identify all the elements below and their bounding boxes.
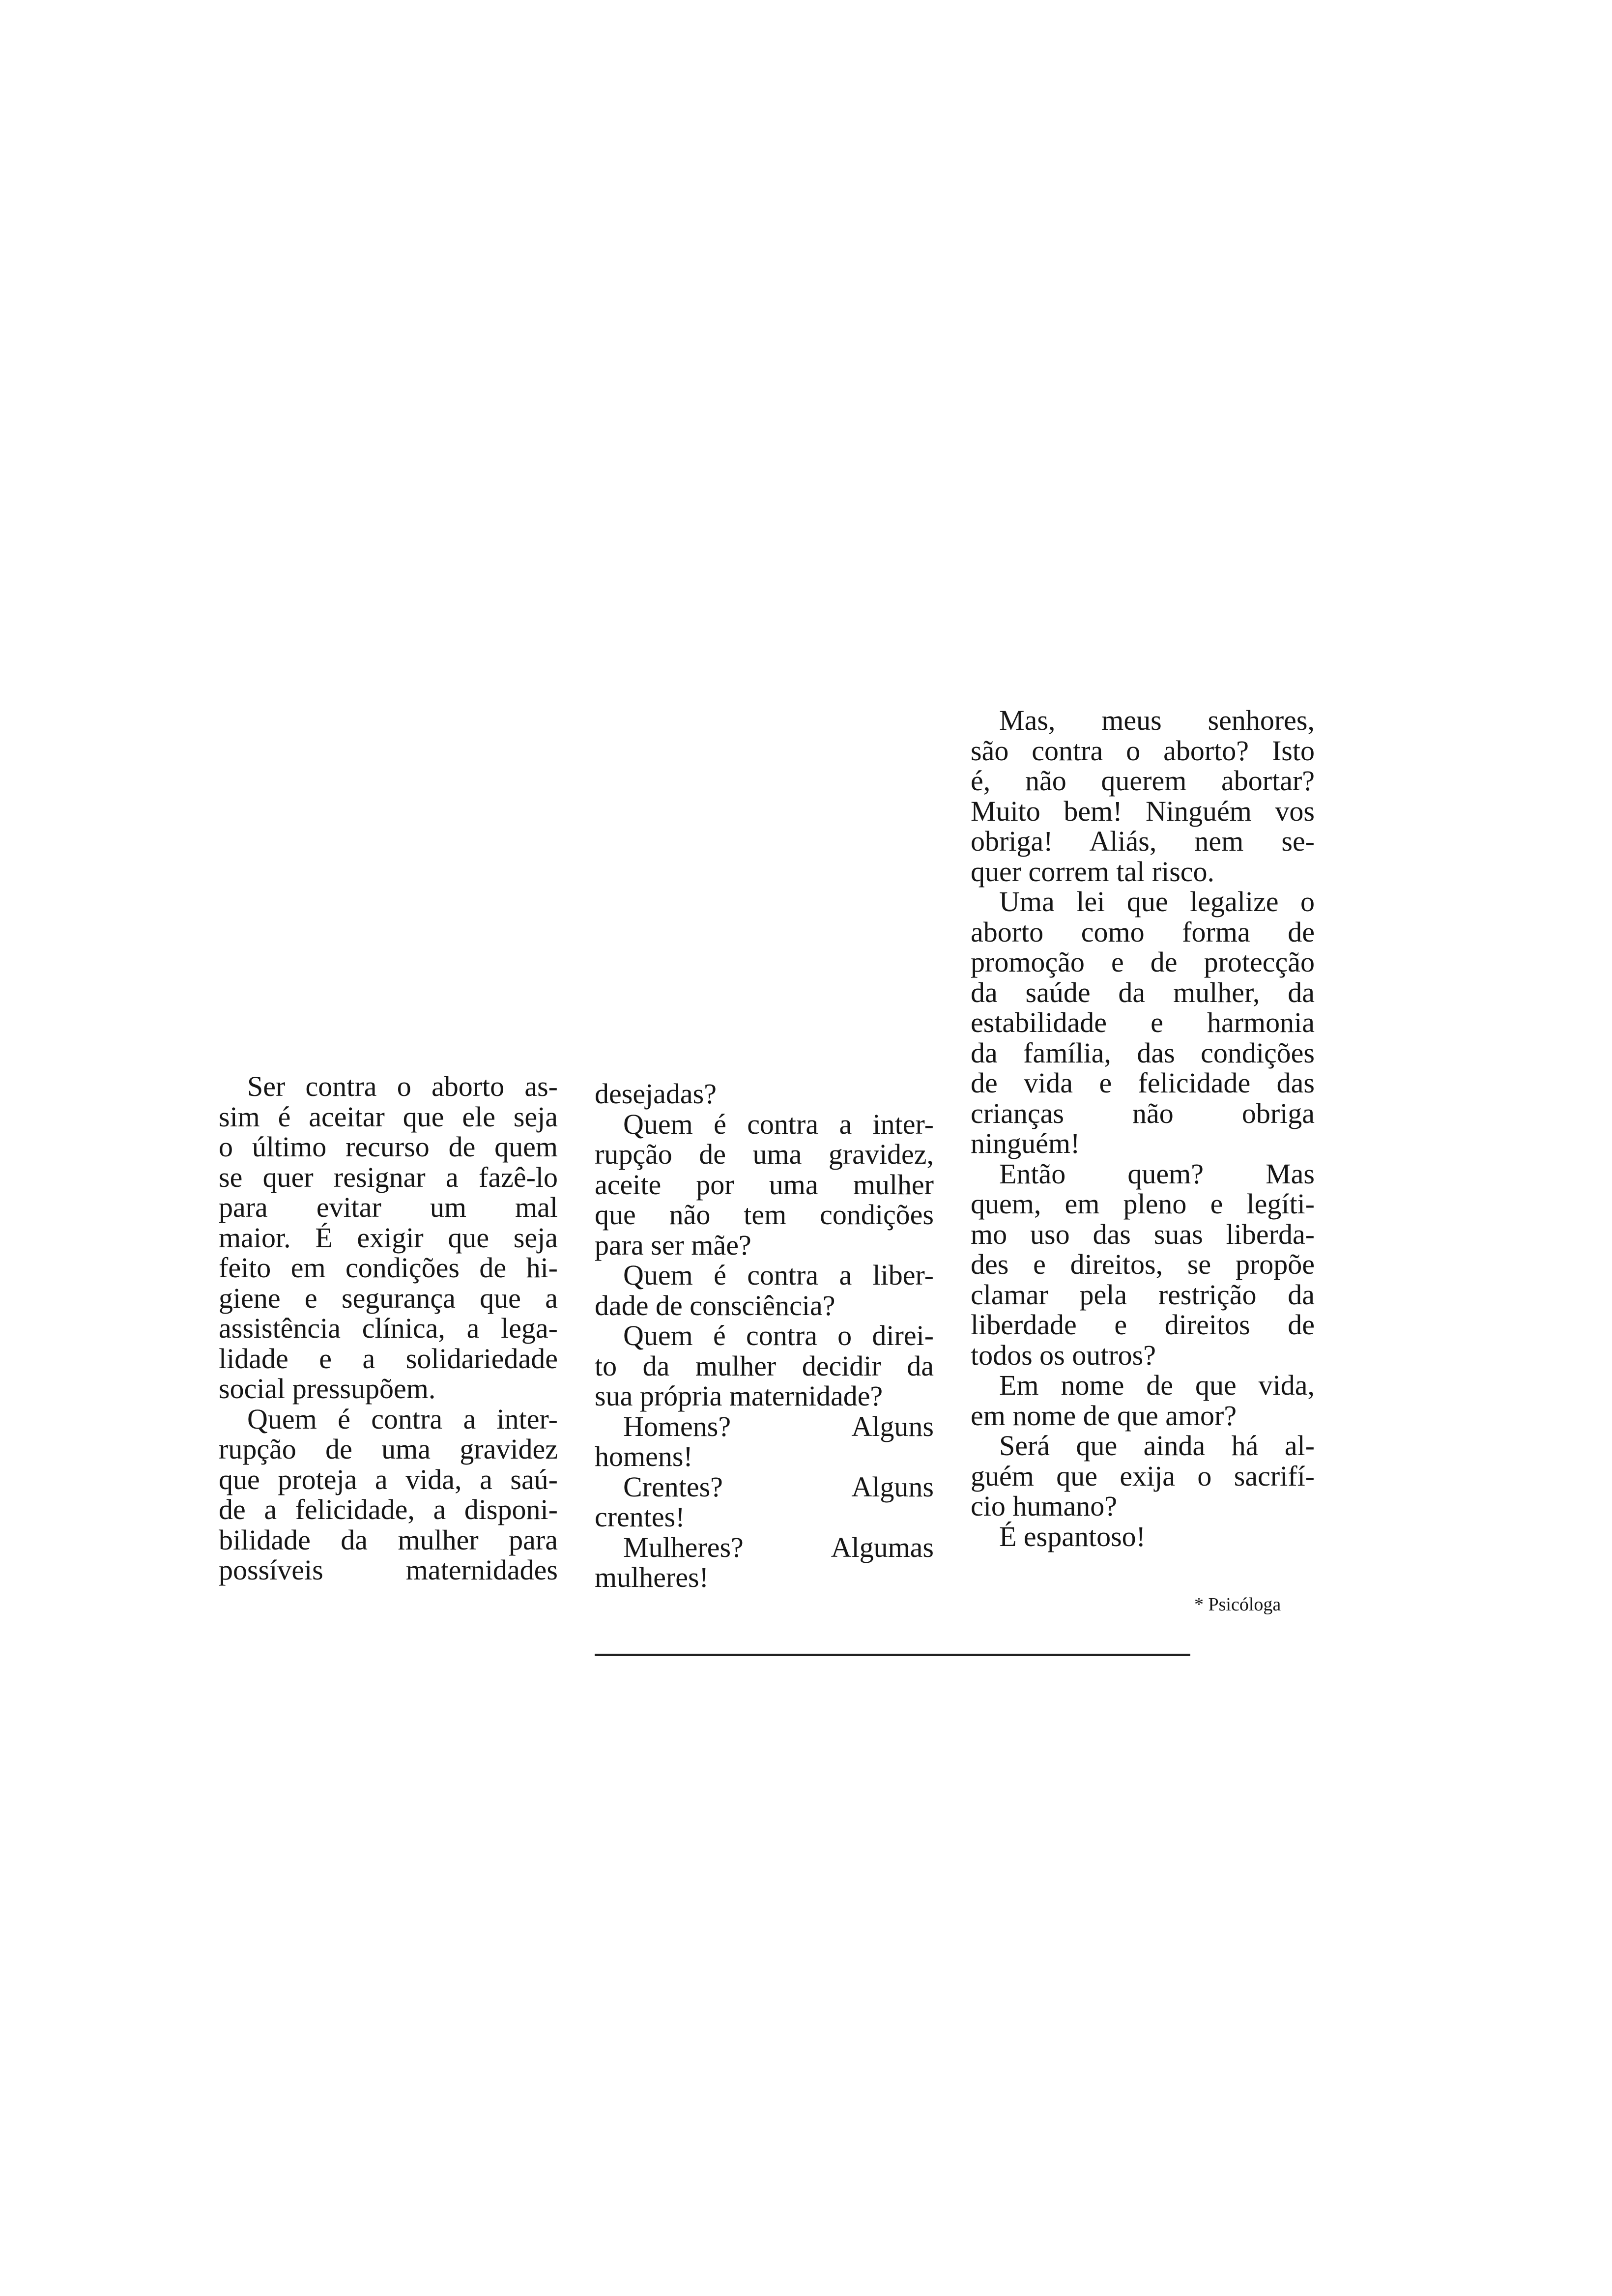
paragraph bbox=[971, 705, 1315, 887]
text-line: Mas, meus senhores, bbox=[999, 704, 1315, 736]
text-line: maior. É exigir que seja bbox=[219, 1221, 558, 1254]
text-line: obriga! Aliás, nem se- bbox=[971, 825, 1315, 857]
text-line: de a felicidade, a disponi- bbox=[219, 1493, 558, 1525]
text-line: clamar pela restrição da bbox=[971, 1278, 1315, 1311]
text-line: em nome de que amor? bbox=[971, 1399, 1237, 1432]
text-line: crentes! bbox=[595, 1501, 685, 1533]
text-line: de vida e felicidade das bbox=[971, 1067, 1315, 1099]
text-line: assistência clínica, a lega- bbox=[219, 1312, 558, 1344]
text-line: Quem é contra a liber- bbox=[623, 1259, 934, 1291]
text-line: des e direitos, se propõe bbox=[971, 1248, 1315, 1280]
text-line: Quem é contra a inter- bbox=[247, 1403, 558, 1435]
paragraph bbox=[595, 1260, 934, 1320]
text-line: liberdade e direitos de bbox=[971, 1309, 1315, 1341]
text-line: Ser contra o aborto as- bbox=[247, 1070, 558, 1102]
text-line: Quem é contra a inter- bbox=[623, 1108, 934, 1140]
text-line: estabilidade e harmonia bbox=[971, 1006, 1315, 1038]
text-line: Então quem? Mas bbox=[999, 1157, 1315, 1190]
text-line: mulheres! bbox=[595, 1561, 709, 1593]
text-line: giene e segurança que a bbox=[219, 1282, 558, 1314]
text-line: feito em condições de hi- bbox=[219, 1252, 558, 1284]
text-line: para ser mãe? bbox=[595, 1229, 751, 1261]
text-line: Uma lei que legalize o bbox=[999, 886, 1315, 918]
text-line: Homens? Alguns bbox=[623, 1410, 934, 1442]
text-line: Quem é contra o direi- bbox=[623, 1320, 934, 1351]
text-line: quem, em pleno e legíti- bbox=[971, 1188, 1315, 1220]
paragraph bbox=[219, 1404, 558, 1585]
paragraph bbox=[595, 1109, 934, 1261]
text-line: cio humano? bbox=[971, 1490, 1117, 1522]
text-line: homens! bbox=[595, 1440, 693, 1472]
text-line: possíveis maternidades bbox=[219, 1554, 558, 1586]
text-line: para evitar um mal bbox=[219, 1191, 558, 1223]
text-line: da família, das condições bbox=[971, 1036, 1315, 1069]
text-line: todos os outros? bbox=[971, 1339, 1156, 1371]
text-line: da saúde da mulher, da bbox=[971, 976, 1315, 1008]
text-line: aceite por uma mulher bbox=[595, 1168, 934, 1201]
text-line: guém que exija o sacrifí- bbox=[971, 1460, 1315, 1492]
text-line: sim é aceitar que ele seja bbox=[219, 1100, 558, 1133]
article-column-2 bbox=[595, 1079, 934, 1593]
paragraph bbox=[971, 887, 1315, 1159]
text-line: Mulheres? Algumas bbox=[623, 1531, 934, 1563]
author-note: * Psicóloga bbox=[1194, 1594, 1281, 1615]
text-line: rupção de uma gravidez bbox=[219, 1433, 558, 1465]
paragraph bbox=[971, 1159, 1315, 1371]
paragraph bbox=[595, 1079, 934, 1109]
text-line: são contra o aborto? Isto bbox=[971, 734, 1315, 767]
article-column-3 bbox=[971, 705, 1315, 1551]
text-line: é, não querem abortar? bbox=[971, 765, 1315, 797]
text-line: Crentes? Alguns bbox=[623, 1470, 934, 1503]
text-line: social pressupõem. bbox=[219, 1373, 436, 1405]
footer-divider bbox=[595, 1654, 1190, 1656]
text-line: que proteja a vida, a saú- bbox=[219, 1463, 558, 1495]
paragraph bbox=[219, 1071, 558, 1404]
text-line: o último recurso de quem bbox=[219, 1131, 558, 1163]
text-line: Em nome de que vida, bbox=[999, 1369, 1315, 1401]
paragraph bbox=[595, 1320, 934, 1411]
paragraph bbox=[595, 1472, 934, 1532]
text-line: ninguém! bbox=[971, 1127, 1080, 1159]
paragraph bbox=[971, 1370, 1315, 1431]
text-line: dade de consciência? bbox=[595, 1289, 835, 1321]
text-line: lidade e a solidariedade bbox=[219, 1342, 558, 1375]
text-line: crianças não obriga bbox=[971, 1097, 1315, 1129]
text-line: se quer resignar a fazê-lo bbox=[219, 1161, 558, 1193]
text-line: Será que ainda há al- bbox=[999, 1430, 1315, 1462]
text-line: to da mulher decidir da bbox=[595, 1349, 934, 1382]
text-line: Muito bem! Ninguém vos bbox=[971, 795, 1315, 827]
text-line: que não tem condições bbox=[595, 1199, 934, 1231]
paragraph bbox=[595, 1532, 934, 1593]
paragraph bbox=[971, 1521, 1315, 1552]
text-line: quer correm tal risco. bbox=[971, 855, 1215, 888]
text-line: aborto como forma de bbox=[971, 916, 1315, 948]
article-column-1 bbox=[219, 1071, 558, 1585]
text-line: promoção e de protecção bbox=[971, 946, 1315, 978]
text-line: sua própria maternidade? bbox=[595, 1380, 883, 1412]
text-line: bilidade da mulher para bbox=[219, 1523, 558, 1556]
paragraph bbox=[971, 1431, 1315, 1521]
paragraph bbox=[595, 1411, 934, 1472]
text-line: mo uso das suas liberda- bbox=[971, 1218, 1315, 1250]
text-line: rupção de uma gravidez, bbox=[595, 1138, 934, 1170]
text-line: É espantoso! bbox=[999, 1520, 1146, 1552]
text-line: desejadas? bbox=[595, 1078, 717, 1110]
